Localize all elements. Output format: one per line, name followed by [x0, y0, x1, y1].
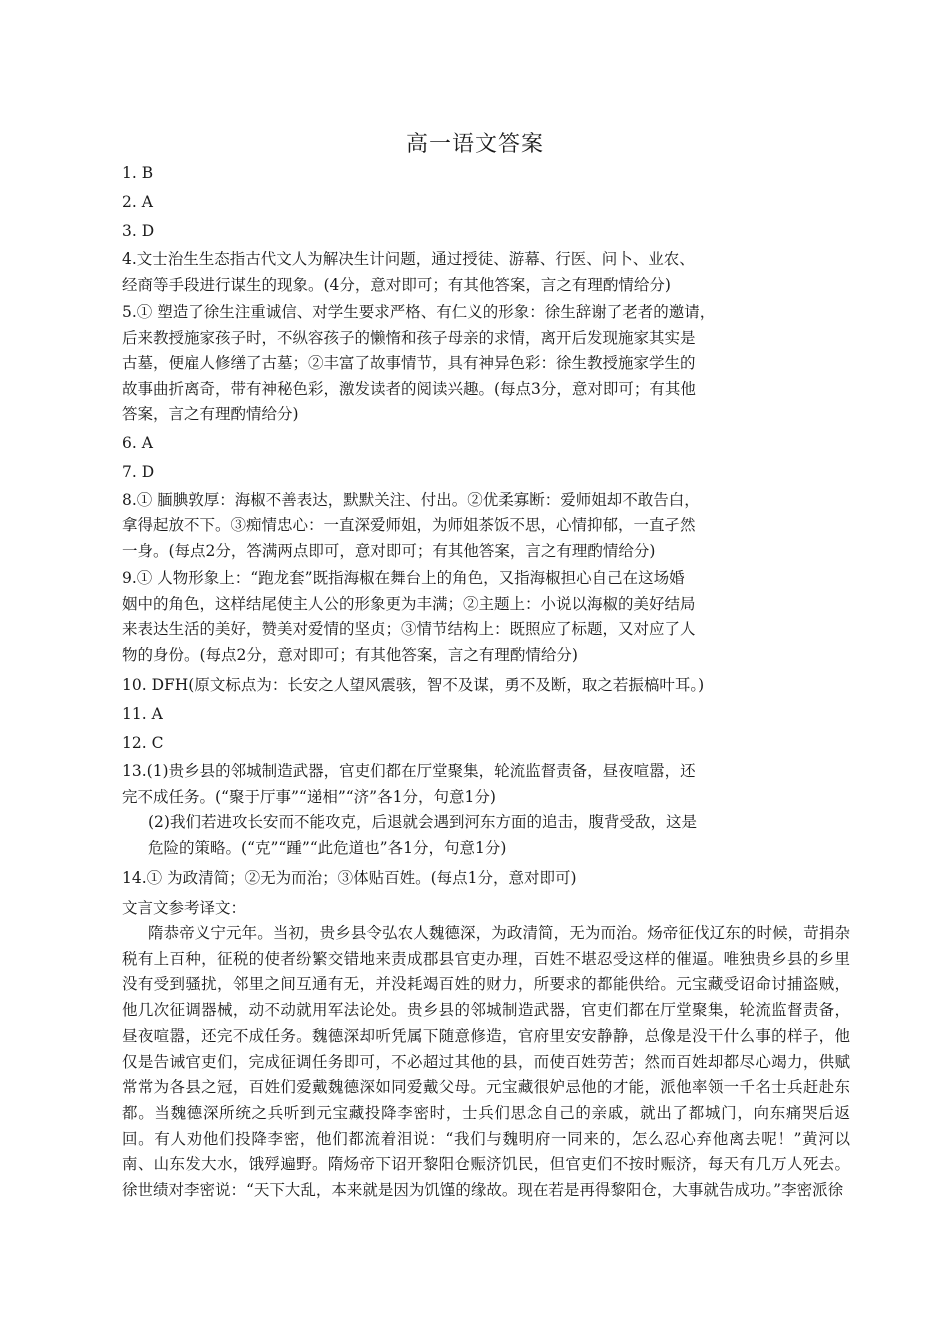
- answer-4: [122, 247, 842, 298]
- answer-8-line: 一身。(每点2分，答满两点即可，意对即可；有其他答案，言之有理酌情给分): [122, 541, 656, 560]
- answer-8-line: 8.① 腼腆敦厚：海椒不善表达，默默关注、付出。②优柔寡断：爱师姐却不敢告白，: [122, 490, 700, 509]
- answer-1: 1. B: [122, 164, 154, 182]
- answer-13-1-line: 13.(1)贵乡县的邻城制造武器，官吏们都在厅堂聚集，轮流监督责备，昼夜喧嚣，还: [122, 762, 696, 780]
- answer-8: [122, 488, 842, 565]
- answer-14: 14.① 为政清简；②无为而治；③体贴百姓。(每点1分，意对即可): [122, 869, 577, 887]
- answer-5-line: 后来教授施家孩子时，不纵容孩子的懒惰和孩子母亲的求情，离开后发现施家其实是: [122, 328, 696, 347]
- answer-9-line: 姻中的角色，这样结尾使主人公的形象更为丰满；②主题上：小说以海椒的美好结局: [122, 594, 696, 613]
- answer-5-line: 古墓，便雇人修缮了古墓；②丰富了故事情节，具有神异色彩：徐生教授施家学生的: [122, 354, 696, 372]
- answer-2: 2. A: [122, 193, 153, 211]
- answer-13-1-line: 完不成任务。(“聚于厅事”“递相”“济”各1分，句意1分): [122, 787, 496, 806]
- answer-5-line: 答案，言之有理酌情给分): [122, 405, 299, 423]
- answer-8-line: 拿得起放不下。③痴情忠心：一直深爱师姐，为师姐茶饭不思，心情抑郁，一直孑然: [122, 516, 696, 534]
- answer-9-line: 来表达生活的美好，赞美对爱情的坚贞；③情节结构上：既照应了标题，又对应了人: [122, 620, 696, 638]
- answer-10: 10. DFH(原文标点为：长安之人望风震骇，智不及谋，勇不及断，取之若振槁叶耳。): [122, 676, 705, 694]
- answers-content: [122, 158, 850, 1204]
- answer-13-2-line: 危险的策略。(“克”“踵”“此危道也”各1分，句意1分): [148, 838, 507, 857]
- answer-12: 12. C: [122, 734, 164, 752]
- translation-heading: 文言文参考译文：: [122, 899, 247, 917]
- page-title: 高一语文答案: [405, 132, 544, 157]
- answer-4-line: 4.文士治生生态指古代文人为解决生计问题，通过授徒、游幕、行医、问卜、业农、: [122, 250, 695, 268]
- answer-13-1: [122, 759, 842, 810]
- answer-9: [122, 566, 842, 668]
- answer-3: 3. D: [122, 222, 155, 240]
- answer-5-line: 故事曲折离奇，带有神秘色彩，激发读者的阅读兴趣。(每点3分，意对即可；有其他: [122, 379, 696, 398]
- answer-9-line: 9.① 人物形象上：“跑龙套”既指海椒在舞台上的角色，又指海椒担心自己在这场婚: [122, 569, 685, 587]
- translation-text: 隋恭帝义宁元年。当初，贵乡县令弘农人魏德深，为政清简，无为而治。炀帝征伐辽东的时候，苛捐杂税有上百种，征税的使者纷繁交错地来责成郡县官吏办理，百姓不堪忍受这样的催逼。唯独贵乡县的乡里没有受到骚扰，邻里之间互通有无，并没耗竭百姓的财力，所要求的都能供给。元宝藏受诏命讨捕盗贼，他几次征调器械，动不动就用军法论处。贵乡县的邻城制造武器，官吏们都在厅堂聚集，轮流监督责备，昼夜喧嚣，还完不成任务。魏德深却听凭属下随意修造，官府里安安静静，总像是没干什么事的样子，他仅是告诫官吏们，完成征调任务即可，不必超过其他的县，而使百姓劳苦；然而百姓却都尽心竭力，供赋常常为各县之冠，百姓们爱戴魏德深如同爱戴父母。元宝藏很妒忌他的才能，派他率领一千名士兵赶赴东都。当魏德深所统之兵听到元宝藏投降李密时，士兵们思念自己的亲戚，就出了都城门，向东痛哭后返回。有人劝他们投降李密，他们都流着泪说：“我们与魏明府一同来的，怎么忍心弃他离去呢！”黄河以南、山东发大水，饿殍遍野。隋炀帝下诏开黎阳仓赈济饥民，但官吏们不按时赈济，每天有几万人死去。徐世绩对李密说：“天下大乱，本来就是因为饥馑的缘故。现在若是再得黎阳仓，大事就告成功。”李密派徐: [122, 924, 850, 1200]
- answer-13-2-line: (2)我们若进攻长安而不能攻克，后退就会遇到河东方面的追击，腹背受敌，这是: [148, 813, 697, 831]
- answer-11: 11. A: [122, 705, 163, 723]
- answer-4-line: 经商等手段进行谋生的现象。(4分，意对即可；有其他答案，言之有理酌情给分): [122, 275, 671, 294]
- answer-5-line: 5.① 塑造了徐生注重诚信、对学生要求严格、有仁义的形象：徐生辞谢了老者的邀请，: [122, 303, 716, 321]
- answer-5: [122, 300, 842, 428]
- answer-6: 6. A: [122, 433, 153, 452]
- answer-7: 7. D: [122, 462, 155, 481]
- answer-9-line: 物的身份。(每点2分，意对即可；有其他答案，言之有理酌情给分): [122, 645, 578, 664]
- answer-13-2: [122, 810, 842, 861]
